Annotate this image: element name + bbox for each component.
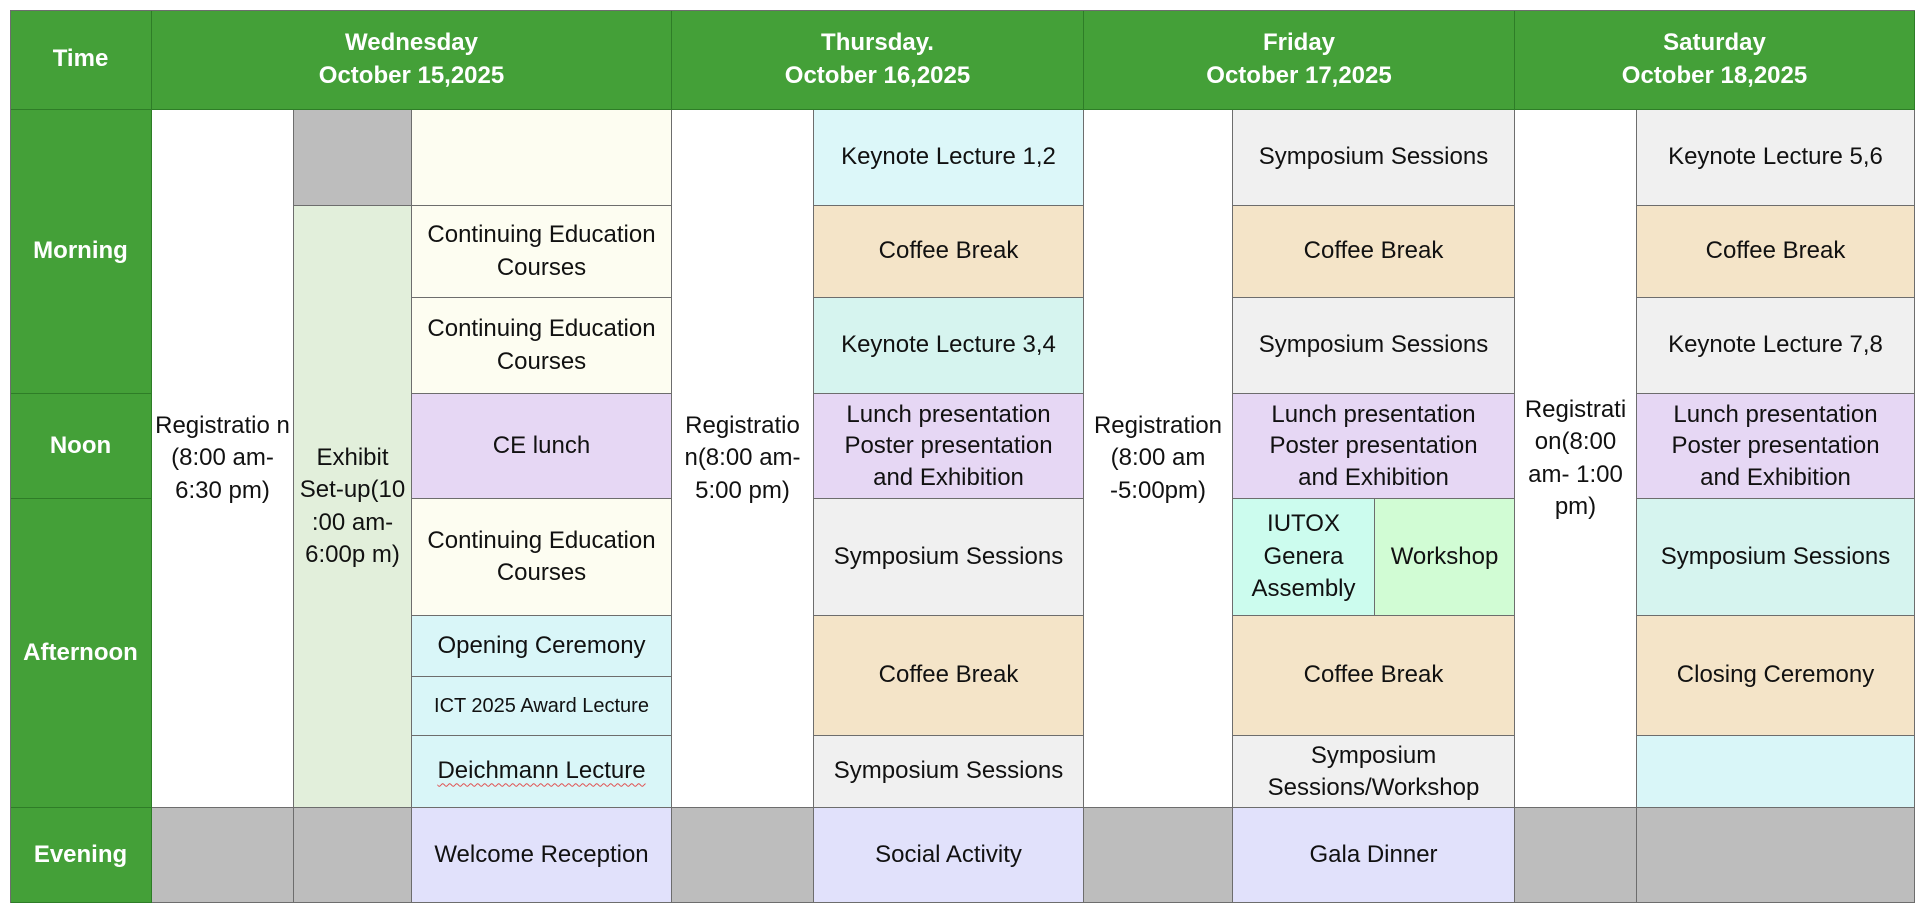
day-name: Wednesday (345, 29, 478, 57)
fri-lunch-presentation (1233, 394, 1515, 499)
period-afternoon: Afternoon (10, 499, 152, 808)
thu-keynote-2: Keynote Lecture 3,4 (814, 298, 1084, 394)
wed-blank-cream (412, 110, 672, 206)
sat-keynote-2: Keynote Lecture 7,8 (1637, 298, 1915, 394)
lunch-line-3: and Exhibition (1700, 463, 1851, 491)
sat-evening-grey-1 (1515, 808, 1637, 903)
fri-workshop: Workshop (1375, 499, 1515, 616)
sat-coffee-1: Coffee Break (1637, 206, 1915, 298)
lunch-line-2: Poster presentation (844, 432, 1053, 460)
fri-coffee-1: Coffee Break (1233, 206, 1515, 298)
day-date: October 18,2025 (1621, 61, 1808, 89)
sat-evening-grey-2 (1637, 808, 1915, 903)
day-name: Thursday. (821, 29, 934, 57)
fri-symposium-2: Symposium Sessions (1233, 298, 1515, 394)
thu-evening-grey (672, 808, 814, 903)
day-date: October 15,2025 (318, 61, 505, 89)
thu-keynote-1: Keynote Lecture 1,2 (814, 110, 1084, 206)
fri-evening-grey (1084, 808, 1233, 903)
fri-symposium-workshop: Symposium Sessions/Workshop (1233, 736, 1515, 808)
wed-exhibit-setup: Exhibit Set-up(10 :00 am-6:00p m) (294, 206, 412, 808)
header-friday (1084, 10, 1515, 110)
thu-coffee-1: Coffee Break (814, 206, 1084, 298)
day-date: October 17,2025 (1206, 61, 1392, 89)
header-saturday (1515, 10, 1915, 110)
wed-evening-grey-1 (152, 808, 294, 903)
lunch-line-1: Lunch presentation (846, 401, 1051, 429)
wed-ce-course-2: Continuing Education Courses (412, 298, 672, 394)
lunch-line-1: Lunch presentation (1271, 401, 1476, 429)
fri-coffee-2: Coffee Break (1233, 616, 1515, 736)
fri-iutox-assembly: IUTOX Genera Assembly (1233, 499, 1375, 616)
lunch-line-2: Poster presentation (1671, 432, 1880, 460)
wed-ce-course-3: Continuing Education Courses (412, 499, 672, 616)
fri-symposium-1: Symposium Sessions (1233, 110, 1515, 206)
header-thursday (672, 10, 1084, 110)
wed-deichmann-lecture (412, 736, 672, 808)
thu-registration: Registratio n(8:00 am-5:00 pm) (672, 110, 814, 808)
deichmann-lecture-text: Deichmann Lecture (437, 757, 646, 785)
wed-ce-lunch: CE lunch (412, 394, 672, 499)
period-evening: Evening (10, 808, 152, 903)
sat-keynote-1: Keynote Lecture 5,6 (1637, 110, 1915, 206)
wed-registration: Registratio n (8:00 am-6:30 pm) (152, 110, 294, 808)
lunch-line-3: and Exhibition (873, 463, 1024, 491)
lunch-line-2: Poster presentation (1269, 432, 1478, 460)
period-morning: Morning (10, 110, 152, 394)
sat-lunch-presentation (1637, 394, 1915, 499)
thu-social-activity: Social Activity (814, 808, 1084, 903)
sat-closing-ceremony: Closing Ceremony (1637, 616, 1915, 736)
day-name: Saturday (1663, 29, 1766, 57)
wed-blank-grey (294, 110, 412, 206)
lunch-line-1: Lunch presentation (1673, 401, 1878, 429)
wed-evening-grey-2 (294, 808, 412, 903)
conference-schedule-table (10, 10, 1915, 903)
header-wednesday (152, 10, 672, 110)
wed-opening-ceremony: Opening Ceremony (412, 616, 672, 677)
thu-coffee-2: Coffee Break (814, 616, 1084, 736)
thu-symposium-1: Symposium Sessions (814, 499, 1084, 616)
period-noon: Noon (10, 394, 152, 499)
sat-symposium: Symposium Sessions (1637, 499, 1915, 616)
thu-lunch-presentation (814, 394, 1084, 499)
fri-registration: Registration (8:00 am -5:00pm) (1084, 110, 1233, 808)
header-time: Time (10, 10, 152, 110)
wed-ce-course-1: Continuing Education Courses (412, 206, 672, 298)
sat-registration: Registrati on(8:00 am- 1:00 pm) (1515, 110, 1637, 808)
thu-symposium-2: Symposium Sessions (814, 736, 1084, 808)
fri-gala-dinner: Gala Dinner (1233, 808, 1515, 903)
day-name: Friday (1262, 29, 1336, 57)
day-date: October 16,2025 (784, 61, 971, 89)
sat-blank-cyan (1637, 736, 1915, 808)
wed-award-lecture: ICT 2025 Award Lecture (412, 677, 672, 736)
lunch-line-3: and Exhibition (1298, 463, 1449, 491)
wed-welcome-reception: Welcome Reception (412, 808, 672, 903)
